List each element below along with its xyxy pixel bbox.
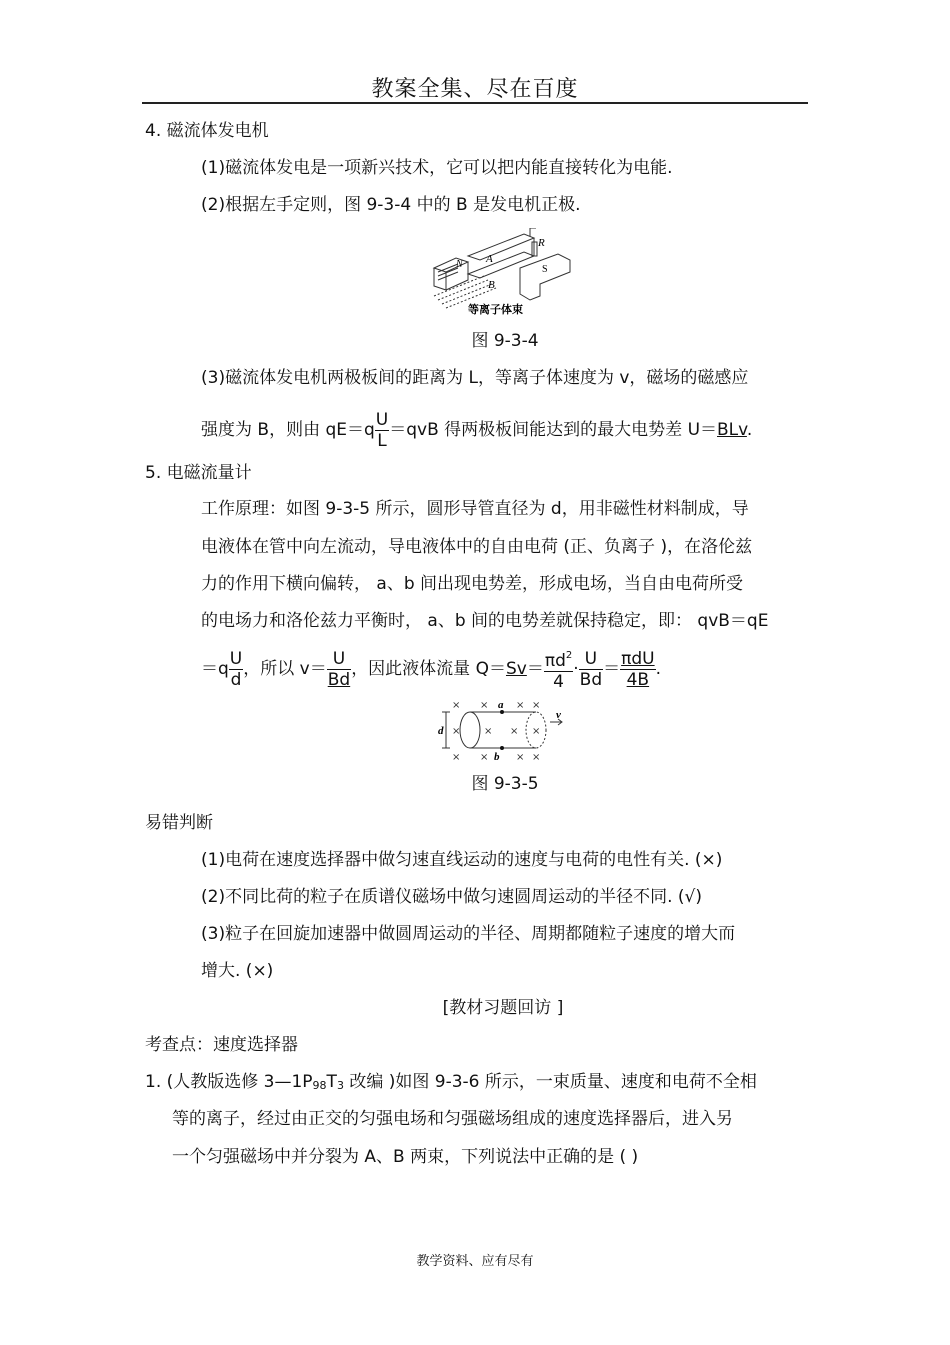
fraction-U-over-Bd-2 [579, 649, 603, 690]
field-mark-x: × [484, 726, 493, 737]
section-5-p1: 工作原理：如图 9-3-5 所示，圆形导管直径为 d，用非磁性材料制成，导 [201, 499, 749, 519]
field-mark-x: × [516, 700, 525, 711]
fig-label-A: A [486, 253, 493, 265]
fraction-U-over-d [229, 649, 243, 690]
fig-label-B: B [488, 279, 495, 291]
frac-den-Bd: Bd [327, 669, 351, 690]
field-mark-x: × [510, 726, 519, 737]
field-mark-x: × [452, 700, 461, 711]
answer-Sv: Sv [505, 659, 527, 679]
field-mark-x: × [452, 726, 461, 737]
q1-subscript-3: 3 [336, 1079, 344, 1092]
section-4-p1: (1)磁流体发电是一项新兴技术，它可以把内能直接转化为电能. [201, 158, 673, 178]
fig-label-plasma: 等离子体束 [468, 304, 523, 316]
section-4-p4 [201, 408, 752, 452]
formula-dot: · [573, 659, 579, 679]
question-1-line-3: 一个匀强磁场中并分裂为 A、B 两束，下列说法中正确的是 ( ) [172, 1147, 639, 1167]
formula-eq2: ＝ [526, 659, 544, 679]
field-mark-x: × [532, 726, 541, 737]
frac-den-L: L [377, 430, 387, 451]
frac-num-U: U [375, 409, 389, 430]
figure-9-3-5-caption: 图 9-3-5 [471, 774, 539, 794]
field-mark-x: × [516, 752, 525, 763]
judge-item-3a: (3)粒子在回旋加速器中做圆周运动的半径、周期都随粒子速度的增大而 [201, 924, 736, 944]
frac-num-U: U [579, 649, 603, 670]
p4-text-pre: 强度为 B，则由 qE＝q [201, 420, 375, 440]
section-4-heading: 4. 磁流体发电机 [145, 121, 269, 141]
judge-item-2: (2)不同比荷的粒子在质谱仪磁场中做匀速圆周运动的半径不同. (√) [201, 887, 702, 907]
p4-text-mid: ＝qvB 得两极板间能达到的最大电势差 U＝ [389, 420, 718, 440]
question-1-line-1 [145, 1071, 757, 1097]
field-mark-x: × [480, 700, 489, 711]
frac-den-d: d [230, 669, 242, 690]
frac-num-pidU: πdU [621, 648, 655, 669]
review-heading: [教材习题回访 ] [442, 998, 564, 1018]
frac-num-U: U [229, 648, 243, 669]
fig-label-b: b [494, 751, 500, 763]
judge-item-3b: 增大. (×) [201, 961, 274, 981]
frac-num-U: U [327, 649, 351, 670]
section-4-p3: (3)磁流体发电机两极板间的距离为 L，等离子体速度为 v，磁场的磁感应 [201, 368, 749, 388]
superscript-2: 2 [565, 650, 573, 661]
formula-end: . [655, 659, 661, 679]
mhd-generator-figure [428, 228, 578, 320]
page-footer: 教学资料、应有尽有 [416, 1254, 534, 1269]
fig-label-v: v [556, 709, 561, 721]
fraction-pid2-over-4 [544, 646, 573, 692]
q1-T: T [326, 1072, 337, 1092]
judge-heading: 易错判断 [145, 813, 213, 833]
frac-den-4B: 4B [626, 669, 650, 690]
field-mark-x: × [532, 752, 541, 763]
question-1-line-2: 等的离子，经过由正交的匀强电场和匀强磁场组成的速度选择器后，进入另 [172, 1109, 733, 1129]
formula-so: ，所以 v＝ [243, 659, 327, 679]
formula-then: ，因此液体流量 Q＝ [351, 659, 506, 679]
fig-label-a: a [498, 699, 504, 711]
formula-eq3: ＝ [603, 659, 621, 679]
fig-label-d: d [438, 725, 444, 737]
frac-den-4: 4 [553, 672, 564, 692]
fig-label-S: S [542, 264, 548, 275]
fig-label-R: R [538, 237, 545, 249]
section-5-p2: 电液体在管中向左流动，导电液体中的自由电荷 (正、负离子 )，在洛伦兹 [201, 537, 753, 557]
header-divider [142, 102, 808, 104]
q1-pre: 1. (人教版选修 3—1P [145, 1072, 313, 1092]
field-mark-x: × [480, 752, 489, 763]
judge-item-1: (1)电荷在速度选择器中做匀速直线运动的速度与电荷的电性有关. (×) [201, 850, 723, 870]
figure-9-3-4-caption: 图 9-3-4 [471, 331, 539, 351]
p4-text-end: . [746, 420, 753, 440]
section-5-p4: 的电场力和洛伦兹力平衡时， a、b 间的电势差就保持稳定，即： qvB＝qE [201, 611, 769, 631]
section-5-heading: 5. 电磁流量计 [145, 463, 252, 483]
fraction-pidU-over-4B [620, 649, 655, 690]
section-4-p2: (2)根据左手定则，图 9-3-4 中的 B 是发电机正极. [201, 195, 581, 215]
flow-formula-line [201, 646, 661, 692]
fraction-U-over-L [375, 410, 389, 451]
review-topic: 考查点：速度选择器 [145, 1035, 298, 1055]
section-5-p3: 力的作用下横向偏转， a、b 间出现电势差，形成电场，当自由电荷所受 [201, 574, 744, 594]
fraction-U-over-Bd [327, 649, 351, 690]
frac-num-pid: πd [544, 651, 566, 671]
formula-eq1: ＝q [201, 659, 229, 679]
q1-subscript-98: 98 [312, 1079, 327, 1092]
answer-BLv: BLv [717, 420, 747, 440]
frac-den-Bd: Bd [579, 669, 603, 690]
field-mark-x: × [452, 752, 461, 763]
field-mark-x: × [532, 700, 541, 711]
q1-post: 改编 )如图 9-3-6 所示，一束质量、速度和电荷不全相 [343, 1072, 757, 1092]
page-header-title: 教案全集、尽在百度 [371, 77, 579, 102]
flowmeter-figure [432, 698, 572, 764]
fig-label-N: N [456, 259, 463, 270]
